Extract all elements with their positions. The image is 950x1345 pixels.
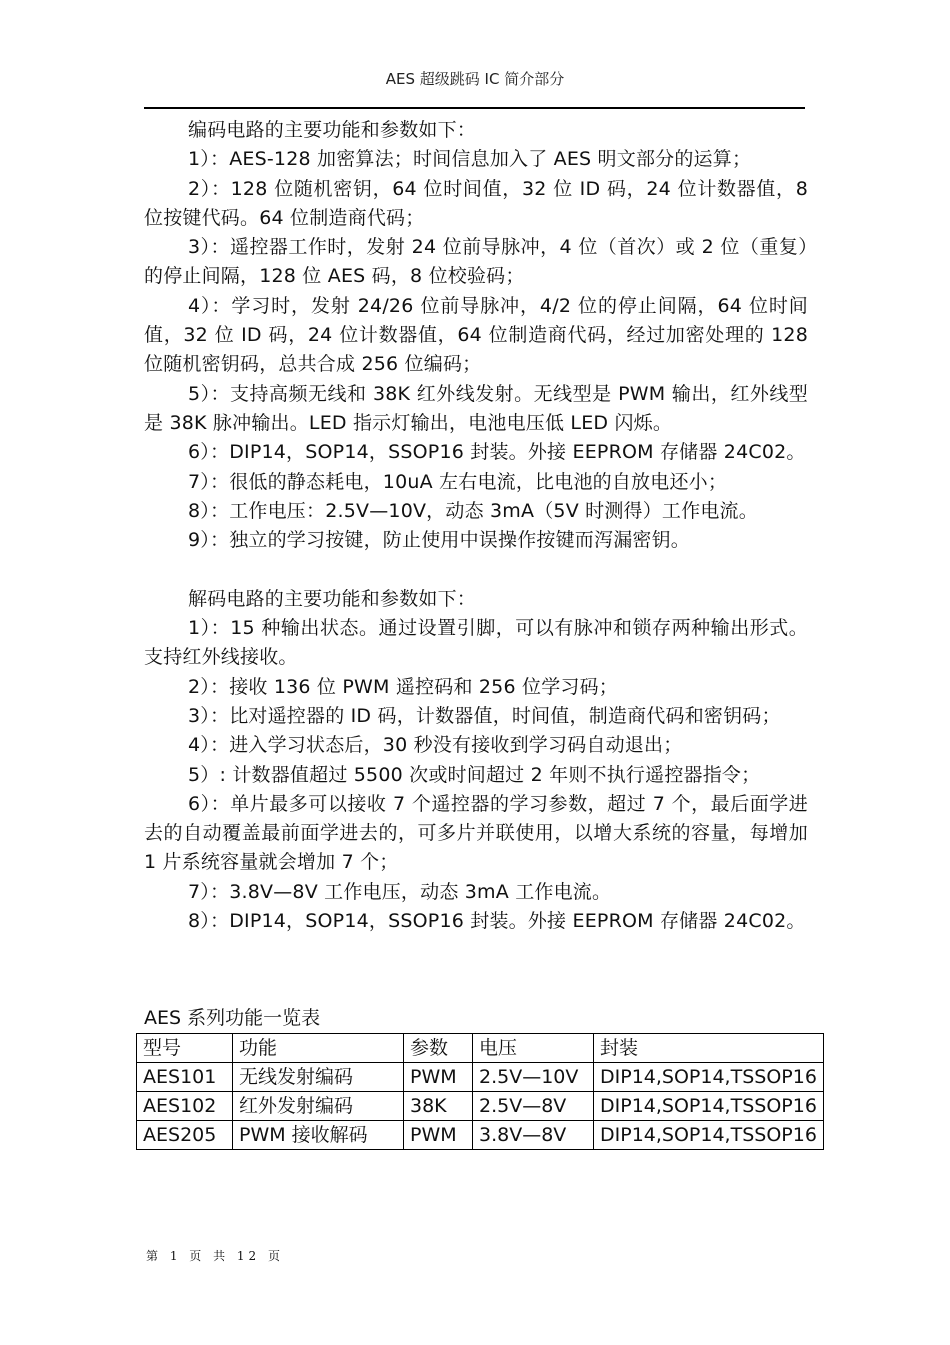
paragraph-spacer [144, 555, 808, 584]
decoder-item: 8）：DIP14，SOP14，SSOP16 封装。外接 EEPROM 存储器 24C02。 [188, 910, 806, 933]
encoder-heading: 编码电路的主要功能和参数如下： [188, 119, 477, 141]
table-cell: 38K [404, 1092, 473, 1121]
table-header-cell: 电压 [473, 1034, 594, 1063]
table-cell: 2.5V—10V [473, 1063, 594, 1092]
decoder-item: 2）：接收 136 位 PWM 遥控码和 256 位学习码； [188, 675, 618, 698]
table-cell: 无线发射编码 [233, 1063, 404, 1092]
encoder-item: 6）：DIP14，SOP14，SSOP16 封装。外接 EEPROM 存储器 24C02。 [188, 441, 806, 464]
table-cell: AES101 [137, 1063, 233, 1092]
decoder-item: 7）：3.8V—8V 工作电压，动态 3mA 工作电流。 [188, 880, 612, 903]
page-footer: 第 1 页 共 12 页 [146, 1249, 284, 1263]
table-cell: PWM [404, 1063, 473, 1092]
encoder-item: 9）：独立的学习按键，防止使用中误操作按键而泻漏密钥。 [188, 529, 690, 552]
table-caption: AES 系列功能一览表 [144, 1007, 321, 1029]
decoder-item: 4）：进入学习状态后，30 秒没有接收到学习码自动退出； [188, 734, 683, 757]
document-body [144, 116, 808, 936]
table-row [137, 1092, 824, 1121]
table-row [137, 1063, 824, 1092]
table-cell: PWM 接收解码 [233, 1121, 404, 1150]
table-header-row [137, 1034, 824, 1063]
table-cell: PWM [404, 1121, 473, 1150]
table-row [137, 1121, 824, 1150]
decoder-item: 6）：单片最多可以接收 7 个遥控器的学习参数，超过 7 个，最后面学进去的自动覆盖最前面学进去的，可多片并联使用，以增大系统的容量，每增加 1 片系统容量就会增加 7 个； [144, 792, 808, 874]
decoder-item: 1）：15 种输出状态。通过设置引脚，可以有脉冲和锁存两种输出形式。支持红外线接收。 [144, 617, 808, 669]
table-cell: DIP14,SOP14,TSSOP16 [594, 1063, 824, 1092]
encoder-item: 8）：工作电压：2.5V—10V，动态 3mA（5V 时测得）工作电流。 [188, 499, 758, 522]
table-header-cell: 型号 [137, 1034, 233, 1063]
encoder-item: 5）：支持高频无线和 38K 红外线发射。无线型是 PWM 输出，红外线型是 38K 脉冲输出。LED 指示灯输出，电池电压低 LED 闪烁。 [144, 382, 808, 434]
table-cell: DIP14,SOP14,TSSOP16 [594, 1121, 824, 1150]
table-cell: 2.5V—8V [473, 1092, 594, 1121]
decoder-item: 3）：比对遥控器的 ID 码，计数器值，时间值，制造商代码和密钥码； [188, 704, 781, 727]
page-header: AES 超级跳码 IC 简介部分 [385, 70, 565, 88]
table-cell: AES102 [137, 1092, 233, 1121]
encoder-item: 2）：128 位随机密钥，64 位时间值，32 位 ID 码，24 位计数器值，8 位按键代码。64 位制造商代码； [144, 177, 808, 229]
header-divider [144, 107, 805, 109]
decoder-item: 5）: 计数器值超过 5500 次或时间超过 2 年则不执行遥控器指令； [188, 763, 761, 786]
encoder-item: 1）：AES-128 加密算法；时间信息加入了 AES 明文部分的运算； [188, 148, 752, 171]
table-cell: DIP14,SOP14,TSSOP16 [594, 1092, 824, 1121]
table-cell: 3.8V—8V [473, 1121, 594, 1150]
encoder-item: 3）：遥控器工作时，发射 24 位前导脉冲，4 位（首次）或 2 位（重复）的停止间隔，128 位 AES 码，8 位校验码； [144, 236, 808, 288]
table-cell: 红外发射编码 [233, 1092, 404, 1121]
table-header-cell: 功能 [233, 1034, 404, 1063]
table-header-cell: 封装 [594, 1034, 824, 1063]
encoder-item: 4）：学习时，发射 24/26 位前导脉冲，4/2 位的停止间隔，64 位时间值，32 位 ID 码，24 位计数器值，64 位制造商代码，经过加密处理的 128 位随机密钥码，总共合成 256 位编码； [144, 294, 808, 376]
table-cell: AES205 [137, 1121, 233, 1150]
spec-table [136, 1033, 824, 1150]
encoder-item: 7）：很低的静态耗电，10uA 左右电流，比电池的自放电还小； [188, 470, 728, 493]
table-header-cell: 参数 [404, 1034, 473, 1063]
decoder-heading: 解码电路的主要功能和参数如下： [188, 587, 477, 610]
